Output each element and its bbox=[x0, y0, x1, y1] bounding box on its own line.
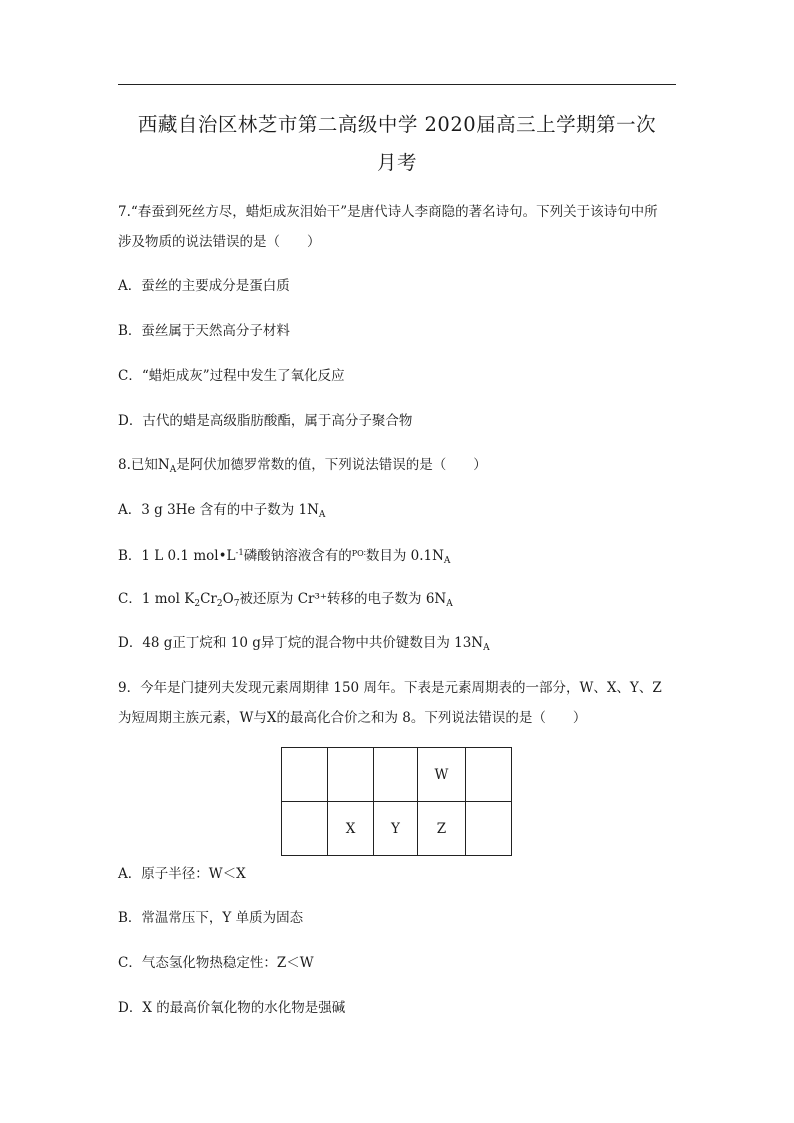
q9-option-d: D．X 的最高价氧化物的水化物是强碱 bbox=[118, 1000, 346, 1016]
table-cell bbox=[466, 802, 512, 856]
table-cell: X bbox=[328, 802, 374, 856]
q7-option-b: B．蚕丝属于天然高分子材料 bbox=[118, 323, 290, 339]
table-cell: Y bbox=[374, 802, 418, 856]
table-cell bbox=[374, 748, 418, 802]
title-line-1: 西藏自治区林芝市第二高级中学 2020届高三上学期第一次 bbox=[137, 113, 657, 136]
table-cell: W bbox=[418, 748, 466, 802]
q9-stem-line-2: 为短周期主族元素，W与X的最高化合价之和为 8。下列说法错误的是（ ） bbox=[118, 710, 587, 726]
table-row bbox=[282, 748, 512, 802]
q9-option-b: B．常温常压下，Y 单质为固态 bbox=[118, 910, 304, 926]
table-row bbox=[282, 802, 512, 856]
table-cell bbox=[328, 748, 374, 802]
q8-option-d: D．48 g正丁烷和 10 g异丁烷的混合物中共价键数目为 $13N_A$ bbox=[118, 635, 490, 653]
q7-option-c: C．“蜡炬成灰”过程中发生了氧化反应 bbox=[118, 368, 345, 384]
header-rule bbox=[118, 84, 676, 85]
q8-option-c: C．1 mol $K_2Cr_2O_7$被还原为 Cr³⁺转移的电子数为 $6N_A$ bbox=[118, 591, 453, 609]
q7-option-a: A．蚕丝的主要成分是蛋白质 bbox=[118, 278, 290, 294]
phosphate-ion-formula: PO bbox=[351, 549, 364, 558]
table-cell bbox=[282, 748, 328, 802]
q7-stem-line-1: 7.“春蚕到死丝方尽，蜡炬成灰泪始干”是唐代诗人李商隐的著名诗句。下列关于该诗句中所 bbox=[118, 204, 658, 220]
table-cell bbox=[282, 802, 328, 856]
q7-option-d: D．古代的蜡是高级脂肪酸酯，属于高分子聚合物 bbox=[118, 413, 413, 429]
q9-option-a: A．原子半径：W＜X bbox=[118, 866, 246, 882]
title-line-2: 月考 bbox=[376, 151, 417, 174]
table-cell: Z bbox=[418, 802, 466, 856]
q8-option-b: B．1 L 0.1 $mol•L^{-1}$磷酸钠溶液含有的$^{PO∶}$数目为 $0.1N_A$ bbox=[118, 548, 451, 566]
q9-stem-line-1: 9．今年是门捷列夫发现元素周期律 150 周年。下表是元素周期表的一部分，W、X、Y、Z bbox=[118, 680, 662, 696]
q9-option-c: C．气态氢化物热稳定性：Z＜W bbox=[118, 955, 314, 971]
q7-stem-line-2: 涉及物质的说法错误的是（ ） bbox=[118, 234, 321, 250]
q8-option-a: A．3 g 3He 含有的中子数为 $1N_A$ bbox=[118, 502, 326, 520]
page-title bbox=[118, 106, 676, 182]
q8-stem: 8.已知$N_A$是阿伏加德罗常数的值，下列说法错误的是（ ） bbox=[118, 457, 487, 475]
table-cell bbox=[466, 748, 512, 802]
periodic-table-fragment bbox=[281, 747, 512, 856]
